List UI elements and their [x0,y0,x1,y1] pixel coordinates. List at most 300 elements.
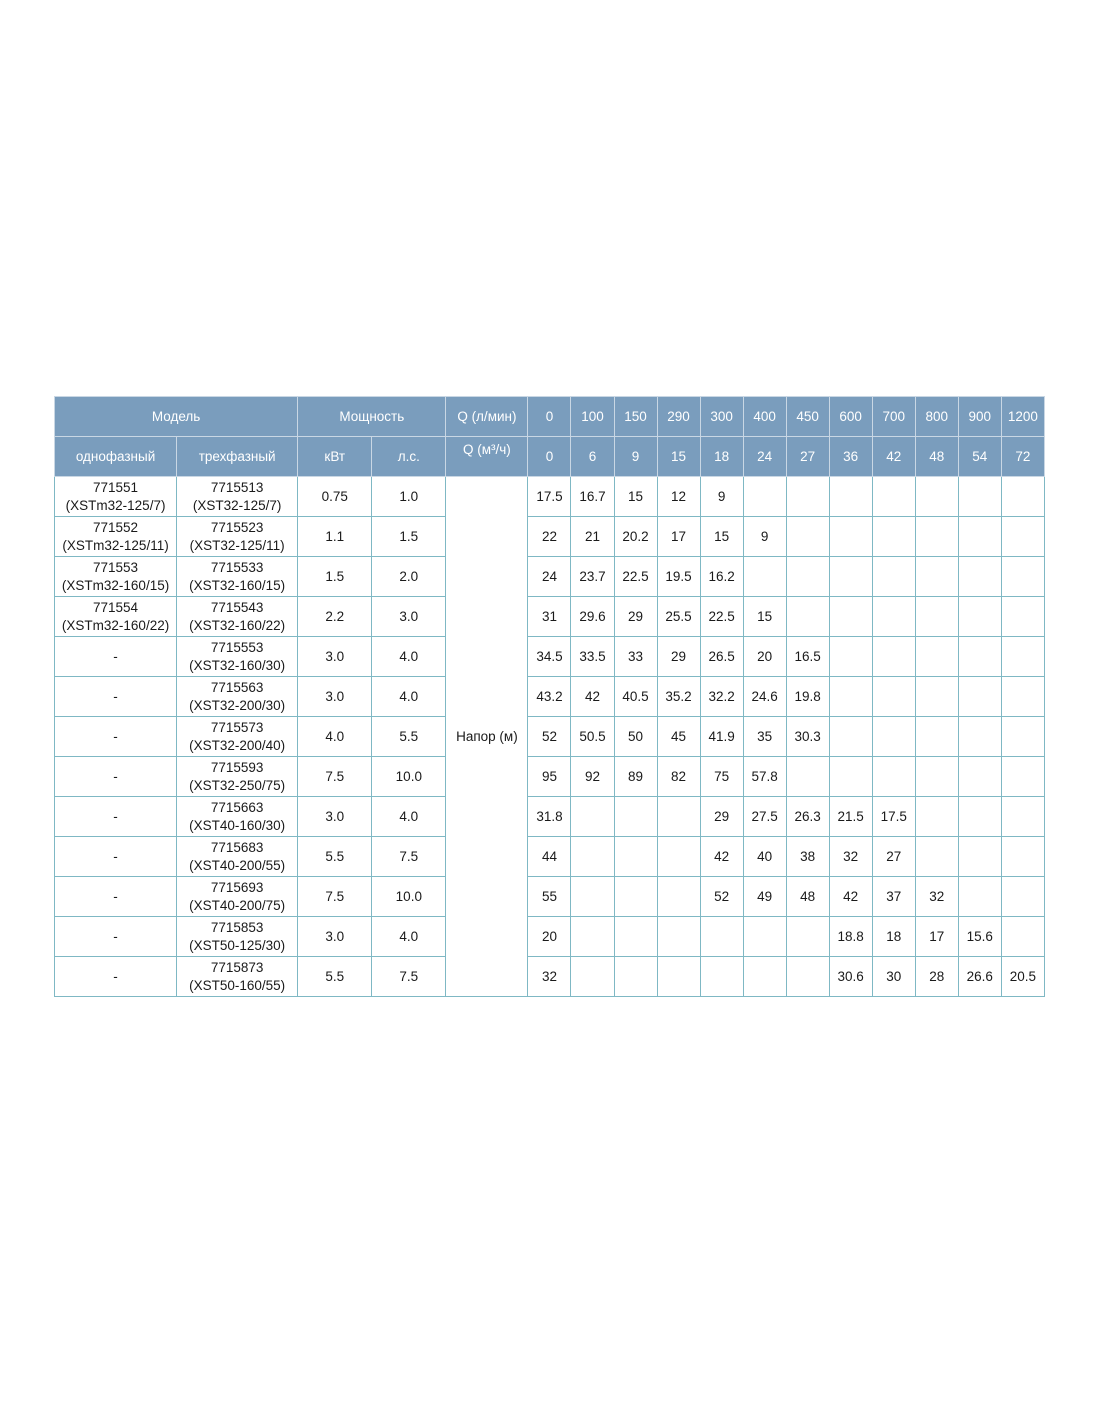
head-value: 52 [700,877,743,917]
single-phase-model [55,557,177,597]
head-value [786,917,829,957]
head-value [958,757,1001,797]
single-phase-model-code: 771552 [93,519,139,535]
power-kw: 3.0 [298,797,372,837]
three-phase-model-code: 7715553 [210,639,264,655]
single-phase-model [55,637,177,677]
head-value [958,877,1001,917]
three-phase-model [177,917,298,957]
three-phase-model [177,877,298,917]
head-value: 9 [743,517,786,557]
three-phase-model-type: (XST32-125/11) [189,537,285,553]
head-value: 35 [743,717,786,757]
three-phase-model-type: (XST40-200/75) [189,897,286,913]
head-value: 50 [614,717,657,757]
head-value [915,677,958,717]
three-phase-model-type: (XST50-160/55) [189,977,286,993]
head-value: 44 [528,837,571,877]
head-value: 27 [872,837,915,877]
three-phase-model [177,677,298,717]
three-phase-model-type: (XST32-160/15) [189,577,286,593]
single-phase-model-type: (XSTm32-125/11) [62,537,169,553]
head-value: 92 [571,757,614,797]
power-kw: 5.5 [298,957,372,997]
three-phase-model-type: (XST32-200/40) [189,737,286,753]
three-phase-model-code: 7715533 [210,559,264,575]
single-phase-model-code: 771551 [93,479,139,495]
three-phase-model-code: 7715683 [210,839,264,855]
kw-header: кВт [298,437,372,477]
power-kw: 0.75 [298,477,372,517]
head-value [958,677,1001,717]
flow-m3h-label: Q (м³/ч) [446,437,528,477]
head-value: 89 [614,757,657,797]
flow-m3h-cell: 48 [915,437,958,477]
head-value [1001,597,1044,637]
head-value: 20 [743,637,786,677]
three-phase-model-type: (XST50-125/30) [189,937,286,953]
head-value [700,957,743,997]
head-value: 16.5 [786,637,829,677]
single-phase-model-code: - [113,688,118,704]
head-value: 43.2 [528,677,571,717]
single-phase-model [55,517,177,557]
head-value: 41.9 [700,717,743,757]
three-phase-model [177,717,298,757]
power-kw: 1.1 [298,517,372,557]
three-phase-model [177,477,298,517]
single-phase-model [55,677,177,717]
table-row [55,597,1045,637]
head-value: 20 [528,917,571,957]
flow-lmin-cell: 300 [700,397,743,437]
head-value [1001,637,1044,677]
power-hp: 4.0 [372,677,446,717]
power-kw: 7.5 [298,757,372,797]
head-value: 52 [528,717,571,757]
head-value [958,557,1001,597]
head-value [786,757,829,797]
flow-m3h-cell: 42 [872,437,915,477]
flow-lmin-cell: 600 [829,397,872,437]
single-phase-model-code: 771553 [93,559,139,575]
head-value: 17 [657,517,700,557]
three-phase-model [177,837,298,877]
power-kw: 2.2 [298,597,372,637]
flow-lmin-cell: 450 [786,397,829,437]
flow-lmin-cell: 400 [743,397,786,437]
head-value [872,717,915,757]
head-value: 15 [700,517,743,557]
single-phase-model-code: - [113,968,118,984]
head-value [915,717,958,757]
head-value: 32 [528,957,571,997]
flow-m3h-cell: 15 [657,437,700,477]
head-value [915,517,958,557]
head-value [786,557,829,597]
head-value [915,757,958,797]
flow-m3h-cell: 36 [829,437,872,477]
head-value [786,957,829,997]
single-phase-model [55,757,177,797]
head-value [786,477,829,517]
head-value [1001,677,1044,717]
single-phase-model-code: - [113,928,118,944]
head-value: 82 [657,757,700,797]
power-hp: 10.0 [372,757,446,797]
power-header: Мощность [298,397,446,437]
head-value [1001,877,1044,917]
flow-lmin-cell: 150 [614,397,657,437]
head-value [614,797,657,837]
head-value: 27.5 [743,797,786,837]
head-value: 28 [915,957,958,997]
head-value: 30 [872,957,915,997]
flow-lmin-cell: 290 [657,397,700,437]
head-value [614,877,657,917]
head-value: 26.3 [786,797,829,837]
head-value: 37 [872,877,915,917]
head-value [872,637,915,677]
head-value [915,837,958,877]
power-kw: 7.5 [298,877,372,917]
head-value [829,677,872,717]
single-phase-model-code: - [113,648,118,664]
power-hp: 1.0 [372,477,446,517]
table-row [55,477,1045,517]
power-kw: 3.0 [298,917,372,957]
head-value: 24 [528,557,571,597]
head-value: 50.5 [571,717,614,757]
power-hp: 2.0 [372,557,446,597]
power-hp: 3.0 [372,597,446,637]
table-row [55,837,1045,877]
three-phase-model-type: (XST40-160/30) [189,817,286,833]
head-value: 15.6 [958,917,1001,957]
single-phase-model [55,877,177,917]
single-phase-model [55,837,177,877]
table-body [55,477,1045,997]
power-kw: 4.0 [298,717,372,757]
head-value [872,757,915,797]
table-row [55,677,1045,717]
head-value: 95 [528,757,571,797]
head-value: 19.8 [786,677,829,717]
pump-performance-table [54,396,1045,997]
three-phase-model [177,957,298,997]
head-value: 17.5 [528,477,571,517]
single-phase-model [55,957,177,997]
power-hp: 4.0 [372,637,446,677]
three-phase-model [177,637,298,677]
single-phase-model-code: - [113,888,118,904]
three-phase-model-code: 7715693 [210,879,264,895]
head-value: 18 [872,917,915,957]
single-phase-model-code: - [113,848,118,864]
header-row-bottom [55,437,1045,477]
head-value: 22.5 [614,557,657,597]
table-row [55,757,1045,797]
head-value [958,837,1001,877]
head-value [958,797,1001,837]
three-phase-model-code: 7715853 [210,919,264,935]
flow-m3h-cell: 18 [700,437,743,477]
head-value [958,637,1001,677]
three-phase-model-type: (XST40-200/55) [189,857,286,873]
single-phase-model-code: - [113,728,118,744]
head-value: 12 [657,477,700,517]
head-value [571,797,614,837]
head-value [1001,917,1044,957]
head-value: 35.2 [657,677,700,717]
head-value: 75 [700,757,743,797]
head-value: 21.5 [829,797,872,837]
three-phase-model-type: (XST32-250/75) [189,777,286,793]
head-value: 31 [528,597,571,637]
head-value [829,597,872,637]
head-value: 16.7 [571,477,614,517]
single-phase-model [55,597,177,637]
single-phase-model-type: (XSTm32-160/15) [61,577,170,593]
head-value: 48 [786,877,829,917]
head-value [829,517,872,557]
head-value: 22.5 [700,597,743,637]
head-value: 22 [528,517,571,557]
flow-m3h-cell: 27 [786,437,829,477]
flow-lmin-cell: 700 [872,397,915,437]
head-value [1001,477,1044,517]
head-value [786,597,829,637]
head-value: 38 [786,837,829,877]
three-phase-model-code: 7715523 [210,519,264,535]
head-value [657,797,700,837]
head-value [657,837,700,877]
head-value: 24.6 [743,677,786,717]
head-value [743,477,786,517]
single-phase-model-code: - [113,768,118,784]
head-value: 33 [614,637,657,677]
three-phase-model [177,517,298,557]
power-hp: 10.0 [372,877,446,917]
flow-lmin-cell: 100 [571,397,614,437]
head-value [1001,717,1044,757]
power-hp: 1.5 [372,517,446,557]
flow-lmin-cell: 900 [958,397,1001,437]
head-value [872,517,915,557]
head-value: 32 [829,837,872,877]
flow-lmin-cell: 0 [528,397,571,437]
head-value: 30.3 [786,717,829,757]
table-row [55,717,1045,757]
head-value: 18.8 [829,917,872,957]
head-value: 26.5 [700,637,743,677]
flow-lmin-label: Q (л/мин) [446,397,528,437]
single-phase-model-type: (XSTm32-125/7) [65,497,166,513]
three-phase-model-type: (XST32-125/7) [192,497,282,513]
head-value [786,517,829,557]
head-value [1001,517,1044,557]
head-value: 55 [528,877,571,917]
head-value [829,637,872,677]
head-value: 19.5 [657,557,700,597]
head-value [872,557,915,597]
head-value: 42 [571,677,614,717]
three-phase-model-type: (XST32-160/22) [189,617,286,633]
head-value: 17.5 [872,797,915,837]
power-hp: 4.0 [372,797,446,837]
table-row [55,917,1045,957]
head-value: 31.8 [528,797,571,837]
head-value: 45 [657,717,700,757]
head-value [743,917,786,957]
three-phase-model-type: (XST32-200/30) [189,697,286,713]
header-row-top [55,397,1045,437]
single-phase-model-type: (XSTm32-160/22) [61,617,170,633]
three-phase-model-code: 7715573 [210,719,264,735]
head-value: 15 [614,477,657,517]
head-value [614,917,657,957]
head-value: 17 [915,917,958,957]
head-label: Напор (м) [446,477,528,997]
head-value: 33.5 [571,637,614,677]
head-value [571,837,614,877]
three-phase-model [177,757,298,797]
power-hp: 5.5 [372,717,446,757]
head-value [1001,757,1044,797]
head-value: 32 [915,877,958,917]
head-value [1001,837,1044,877]
head-value [958,517,1001,557]
three-phase-model-code: 7715873 [210,959,264,975]
single-phase-model [55,797,177,837]
three-phase-model-code: 7715513 [210,479,264,495]
head-value: 42 [829,877,872,917]
head-value [872,477,915,517]
head-value [743,557,786,597]
head-value: 29.6 [571,597,614,637]
head-value: 32.2 [700,677,743,717]
head-value: 20.2 [614,517,657,557]
head-value [571,957,614,997]
single-phase-model-code: - [113,808,118,824]
head-value [1001,557,1044,597]
head-value [657,957,700,997]
power-kw: 3.0 [298,677,372,717]
head-value: 29 [700,797,743,837]
head-value [829,717,872,757]
three-phase-model [177,597,298,637]
head-value: 29 [614,597,657,637]
head-value: 21 [571,517,614,557]
head-value: 16.2 [700,557,743,597]
head-value [1001,797,1044,837]
head-value [571,877,614,917]
head-value [571,917,614,957]
flow-lmin-cell: 800 [915,397,958,437]
model-header: Модель [55,397,298,437]
head-value [915,797,958,837]
head-value [700,917,743,957]
head-value [829,557,872,597]
flow-m3h-cell: 72 [1001,437,1044,477]
table-row [55,517,1045,557]
head-value: 40 [743,837,786,877]
head-value: 9 [700,477,743,517]
head-value [657,877,700,917]
three-phase-model-code: 7715593 [210,759,264,775]
flow-m3h-cell: 54 [958,437,1001,477]
head-value: 23.7 [571,557,614,597]
power-kw: 5.5 [298,837,372,877]
head-value: 25.5 [657,597,700,637]
single-phase-header: однофазный [55,437,177,477]
power-hp: 7.5 [372,837,446,877]
table-row [55,957,1045,997]
head-value: 26.6 [958,957,1001,997]
head-value: 42 [700,837,743,877]
three-phase-model [177,557,298,597]
head-value: 34.5 [528,637,571,677]
head-value [872,677,915,717]
table-row [55,877,1045,917]
three-phase-header: трехфазный [177,437,298,477]
head-value: 40.5 [614,677,657,717]
head-value [614,957,657,997]
single-phase-model [55,477,177,517]
three-phase-model-code: 7715543 [210,599,264,615]
head-value [829,477,872,517]
flow-lmin-cell: 1200 [1001,397,1044,437]
hp-header: л.с. [372,437,446,477]
three-phase-model-code: 7715563 [210,679,264,695]
table-row [55,797,1045,837]
power-hp: 7.5 [372,957,446,997]
head-value: 29 [657,637,700,677]
head-value [657,917,700,957]
power-kw: 1.5 [298,557,372,597]
table-header [55,397,1045,477]
head-value [958,597,1001,637]
head-value: 30.6 [829,957,872,997]
flow-m3h-cell: 9 [614,437,657,477]
head-value [958,717,1001,757]
three-phase-model-type: (XST32-160/30) [189,657,286,673]
three-phase-model-code: 7715663 [210,799,264,815]
head-value: 20.5 [1001,957,1044,997]
head-value [915,637,958,677]
head-value [915,477,958,517]
head-value: 49 [743,877,786,917]
single-phase-model [55,917,177,957]
head-value [958,477,1001,517]
head-value [614,837,657,877]
head-value: 57.8 [743,757,786,797]
head-value [915,597,958,637]
table-row [55,557,1045,597]
flow-m3h-cell: 24 [743,437,786,477]
head-value [743,957,786,997]
single-phase-model-code: 771554 [93,599,139,615]
three-phase-model [177,797,298,837]
single-phase-model [55,717,177,757]
head-value: 15 [743,597,786,637]
power-kw: 3.0 [298,637,372,677]
head-value [829,757,872,797]
head-value [915,557,958,597]
power-hp: 4.0 [372,917,446,957]
head-value [872,597,915,637]
table-row [55,637,1045,677]
